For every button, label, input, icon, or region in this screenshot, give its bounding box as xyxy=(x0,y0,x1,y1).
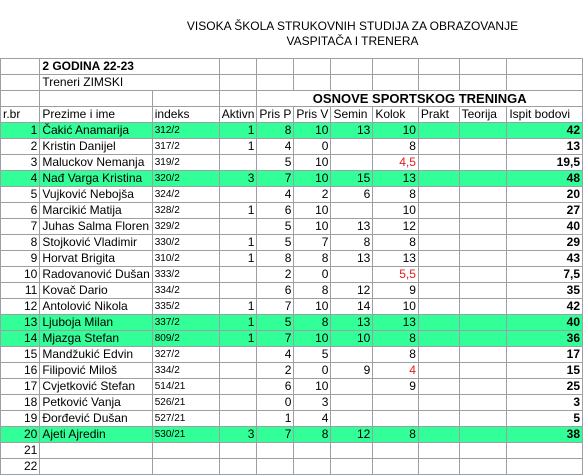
seminar-points[interactable] xyxy=(331,155,373,171)
seminar-points[interactable] xyxy=(331,139,373,155)
attendance-practice[interactable]: 5 xyxy=(294,347,331,363)
table-row xyxy=(1,331,583,347)
school-name-line2: VASPITAČA I TRENERA xyxy=(286,34,419,48)
row-number[interactable]: 6 xyxy=(1,203,40,219)
student-name[interactable]: Nađ Varga Kristina xyxy=(40,171,152,187)
theory-points[interactable] xyxy=(459,331,507,347)
student-name[interactable] xyxy=(40,459,152,475)
attendance-practice[interactable]: 10 xyxy=(294,171,331,187)
attendance-lecture[interactable]: 4 xyxy=(257,187,294,203)
theory-points[interactable] xyxy=(459,459,507,475)
practical-points[interactable] xyxy=(418,459,459,475)
grades-spreadsheet xyxy=(0,58,583,475)
seminar-points[interactable]: 8 xyxy=(331,235,373,251)
attendance-practice[interactable]: 10 xyxy=(294,331,331,347)
practical-points[interactable] xyxy=(418,139,459,155)
table-row xyxy=(1,411,583,427)
seminar-points[interactable]: 13 xyxy=(331,123,373,139)
year-label[interactable]: 2 GODINA 22-23 xyxy=(40,59,219,75)
attendance-lecture[interactable]: 6 xyxy=(257,203,294,219)
table-row xyxy=(1,171,583,187)
student-name[interactable]: Stojković Vladimir xyxy=(40,235,152,251)
student-name[interactable]: Maluckov Nemanja xyxy=(40,155,152,171)
row-number[interactable]: 15 xyxy=(1,347,40,363)
index-number[interactable]: 330/2 xyxy=(152,235,219,251)
row-number[interactable]: 21 xyxy=(1,443,40,459)
index-number[interactable] xyxy=(152,459,219,475)
index-number[interactable]: 328/2 xyxy=(152,203,219,219)
seminar-points[interactable] xyxy=(331,203,373,219)
student-name[interactable]: Kovač Dario xyxy=(40,283,152,299)
activity-points[interactable] xyxy=(219,219,257,235)
theory-points[interactable] xyxy=(459,283,507,299)
index-number[interactable]: 327/2 xyxy=(152,347,219,363)
activity-points[interactable] xyxy=(219,283,257,299)
colloquium-points[interactable]: 10 xyxy=(373,123,419,139)
student-name[interactable]: Kristin Danijel xyxy=(40,139,152,155)
attendance-lecture[interactable]: 4 xyxy=(257,139,294,155)
practical-points[interactable] xyxy=(418,443,459,459)
colloquium-points[interactable]: 8 xyxy=(373,139,419,155)
activity-points[interactable]: 1 xyxy=(219,299,257,315)
attendance-practice[interactable]: 10 xyxy=(294,203,331,219)
activity-points[interactable]: 1 xyxy=(219,315,257,331)
attendance-lecture[interactable]: 7 xyxy=(257,171,294,187)
attendance-lecture[interactable]: 7 xyxy=(257,299,294,315)
row-number[interactable]: 8 xyxy=(1,235,40,251)
exam-points[interactable]: 43 xyxy=(507,251,583,267)
column-header[interactable]: r.br xyxy=(1,107,40,123)
attendance-lecture[interactable]: 7 xyxy=(257,331,294,347)
practical-points[interactable] xyxy=(418,331,459,347)
attendance-practice[interactable]: 0 xyxy=(294,363,331,379)
exam-points[interactable]: 5 xyxy=(507,411,583,427)
colloquium-points[interactable] xyxy=(373,411,419,427)
table-row xyxy=(1,251,583,267)
index-number[interactable]: 809/2 xyxy=(152,331,219,347)
table-row xyxy=(1,123,583,139)
student-name[interactable]: Marcikić Matija xyxy=(40,203,152,219)
activity-points[interactable]: 1 xyxy=(219,251,257,267)
exam-points[interactable]: 40 xyxy=(507,219,583,235)
colloquium-points[interactable]: 13 xyxy=(373,251,419,267)
table-row xyxy=(1,459,583,475)
attendance-lecture[interactable]: 5 xyxy=(257,155,294,171)
activity-points[interactable] xyxy=(219,411,257,427)
school-name-line1: VISOKA ŠKOLA STRUKOVNIH STUDIJA ZA OBRAZOVANJE xyxy=(186,19,519,33)
practical-points[interactable] xyxy=(418,427,459,443)
attendance-practice[interactable]: 0 xyxy=(294,267,331,283)
theory-points[interactable] xyxy=(459,187,507,203)
activity-points[interactable] xyxy=(219,155,257,171)
index-number[interactable]: 514/21 xyxy=(152,379,219,395)
exam-points[interactable]: 27 xyxy=(507,203,583,219)
table-row xyxy=(1,379,583,395)
student-name[interactable]: Horvat Brigita xyxy=(40,251,152,267)
student-name[interactable]: Ajeti Ajredin xyxy=(40,427,152,443)
table-row xyxy=(1,427,583,443)
student-name[interactable]: Petković Vanja xyxy=(40,395,152,411)
attendance-practice[interactable] xyxy=(294,443,331,459)
colloquium-points[interactable]: 8 xyxy=(373,331,419,347)
seminar-points[interactable] xyxy=(331,443,373,459)
attendance-lecture[interactable]: 1 xyxy=(257,411,294,427)
index-number[interactable] xyxy=(152,443,219,459)
student-name[interactable] xyxy=(40,443,152,459)
row-number[interactable]: 17 xyxy=(1,379,40,395)
exam-points[interactable] xyxy=(507,443,583,459)
attendance-practice[interactable]: 10 xyxy=(294,155,331,171)
theory-points[interactable] xyxy=(459,395,507,411)
student-name[interactable]: Cvjetković Stefan xyxy=(40,379,152,395)
table-row xyxy=(1,203,583,219)
seminar-points[interactable]: 14 xyxy=(331,299,373,315)
practical-points[interactable] xyxy=(418,123,459,139)
student-name[interactable]: Radovanović Dušan xyxy=(40,267,152,283)
row-number[interactable]: 18 xyxy=(1,395,40,411)
activity-points[interactable] xyxy=(219,347,257,363)
index-number[interactable]: 324/2 xyxy=(152,187,219,203)
exam-points[interactable] xyxy=(507,459,583,475)
exam-points[interactable]: 40 xyxy=(507,315,583,331)
attendance-lecture[interactable]: 5 xyxy=(257,235,294,251)
practical-points[interactable] xyxy=(418,315,459,331)
colloquium-points[interactable]: 5,5 xyxy=(373,267,419,283)
exam-points[interactable]: 25 xyxy=(507,379,583,395)
column-header[interactable]: Semin xyxy=(331,107,373,123)
seminar-points[interactable] xyxy=(331,395,373,411)
row-number[interactable]: 19 xyxy=(1,411,40,427)
table-row xyxy=(1,443,583,459)
theory-points[interactable] xyxy=(459,347,507,363)
index-number[interactable]: 333/2 xyxy=(152,267,219,283)
table-row xyxy=(1,315,583,331)
theory-points[interactable] xyxy=(459,123,507,139)
exam-points[interactable]: 19,5 xyxy=(507,155,583,171)
attendance-practice[interactable]: 8 xyxy=(294,251,331,267)
student-name[interactable]: Đorđević Dušan xyxy=(40,411,152,427)
activity-points[interactable] xyxy=(219,267,257,283)
attendance-practice[interactable]: 10 xyxy=(294,299,331,315)
table-row xyxy=(1,363,583,379)
attendance-practice[interactable]: 10 xyxy=(294,123,331,139)
index-number[interactable]: 334/2 xyxy=(152,283,219,299)
student-name[interactable]: Ljuboja Milan xyxy=(40,315,152,331)
activity-points[interactable] xyxy=(219,395,257,411)
exam-points[interactable]: 17 xyxy=(507,347,583,363)
attendance-practice[interactable]: 10 xyxy=(294,379,331,395)
activity-points[interactable] xyxy=(219,363,257,379)
student-name[interactable]: Vujković Nebojša xyxy=(40,187,152,203)
seminar-points[interactable] xyxy=(331,459,373,475)
attendance-practice[interactable]: 10 xyxy=(294,219,331,235)
theory-points[interactable] xyxy=(459,139,507,155)
exam-points[interactable]: 42 xyxy=(507,123,583,139)
row-number[interactable]: 5 xyxy=(1,187,40,203)
row-number[interactable]: 4 xyxy=(1,171,40,187)
activity-points[interactable]: 1 xyxy=(219,203,257,219)
practical-points[interactable] xyxy=(418,155,459,171)
seminar-points[interactable] xyxy=(331,347,373,363)
theory-points[interactable] xyxy=(459,443,507,459)
practical-points[interactable] xyxy=(418,395,459,411)
practical-points[interactable] xyxy=(418,347,459,363)
row-number[interactable]: 12 xyxy=(1,299,40,315)
seminar-points[interactable]: 15 xyxy=(331,171,373,187)
table-row xyxy=(1,155,583,171)
index-number[interactable]: 335/2 xyxy=(152,299,219,315)
practical-points[interactable] xyxy=(418,187,459,203)
column-header[interactable]: Ispit bodovi xyxy=(507,107,583,123)
seminar-points[interactable]: 6 xyxy=(331,187,373,203)
index-number[interactable]: 337/2 xyxy=(152,315,219,331)
attendance-lecture[interactable] xyxy=(257,443,294,459)
colloquium-points[interactable] xyxy=(373,395,419,411)
colloquium-points[interactable]: 10 xyxy=(373,299,419,315)
seminar-points[interactable]: 13 xyxy=(331,315,373,331)
student-name[interactable]: Filipović Miloš xyxy=(40,363,152,379)
row-number[interactable]: 9 xyxy=(1,251,40,267)
index-number[interactable]: 527/21 xyxy=(152,411,219,427)
seminar-points[interactable]: 13 xyxy=(331,219,373,235)
practical-points[interactable] xyxy=(418,203,459,219)
colloquium-points[interactable] xyxy=(373,443,419,459)
index-number[interactable]: 334/2 xyxy=(152,363,219,379)
attendance-practice[interactable]: 0 xyxy=(294,139,331,155)
attendance-lecture[interactable]: 2 xyxy=(257,267,294,283)
exam-points[interactable]: 15 xyxy=(507,363,583,379)
practical-points[interactable] xyxy=(418,171,459,187)
activity-points[interactable]: 1 xyxy=(219,123,257,139)
theory-points[interactable] xyxy=(459,427,507,443)
theory-points[interactable] xyxy=(459,251,507,267)
table-row xyxy=(1,283,583,299)
colloquium-points[interactable]: 13 xyxy=(373,315,419,331)
attendance-practice[interactable] xyxy=(294,459,331,475)
attendance-lecture[interactable]: 8 xyxy=(257,123,294,139)
column-header[interactable]: indeks xyxy=(152,107,219,123)
attendance-practice[interactable]: 8 xyxy=(294,427,331,443)
colloquium-points[interactable]: 4 xyxy=(373,363,419,379)
column-header[interactable]: Prezime i ime xyxy=(40,107,152,123)
exam-points[interactable]: 29 xyxy=(507,235,583,251)
attendance-lecture[interactable]: 5 xyxy=(257,315,294,331)
exam-points[interactable]: 36 xyxy=(507,331,583,347)
activity-points[interactable]: 3 xyxy=(219,171,257,187)
practical-points[interactable] xyxy=(418,267,459,283)
exam-points[interactable]: 48 xyxy=(507,171,583,187)
practical-points[interactable] xyxy=(418,379,459,395)
row-number[interactable]: 14 xyxy=(1,331,40,347)
attendance-practice[interactable]: 2 xyxy=(294,187,331,203)
index-number[interactable]: 530/21 xyxy=(152,427,219,443)
index-number[interactable]: 319/2 xyxy=(152,155,219,171)
index-number[interactable]: 329/2 xyxy=(152,219,219,235)
attendance-lecture[interactable]: 8 xyxy=(257,251,294,267)
row-number[interactable]: 2 xyxy=(1,139,40,155)
practical-points[interactable] xyxy=(418,219,459,235)
attendance-practice[interactable]: 4 xyxy=(294,411,331,427)
colloquium-points[interactable]: 8 xyxy=(373,347,419,363)
attendance-practice[interactable]: 3 xyxy=(294,395,331,411)
row-number[interactable]: 10 xyxy=(1,267,40,283)
colloquium-points[interactable]: 8 xyxy=(373,235,419,251)
practical-points[interactable] xyxy=(418,251,459,267)
table-row xyxy=(1,139,583,155)
row-number[interactable]: 13 xyxy=(1,315,40,331)
attendance-lecture[interactable]: 6 xyxy=(257,283,294,299)
activity-points[interactable]: 1 xyxy=(219,331,257,347)
table-row xyxy=(1,299,583,315)
course-title[interactable]: OSNOVE SPORTSKOG TRENINGA xyxy=(257,91,583,107)
colloquium-points[interactable]: 8 xyxy=(373,187,419,203)
attendance-lecture[interactable]: 4 xyxy=(257,347,294,363)
table-row xyxy=(1,395,583,411)
theory-points[interactable] xyxy=(459,363,507,379)
index-number[interactable]: 310/2 xyxy=(152,251,219,267)
attendance-lecture[interactable] xyxy=(257,459,294,475)
seminar-points[interactable] xyxy=(331,411,373,427)
colloquium-points[interactable]: 13 xyxy=(373,171,419,187)
attendance-practice[interactable]: 7 xyxy=(294,235,331,251)
exam-points[interactable]: 20 xyxy=(507,187,583,203)
colloquium-points[interactable]: 10 xyxy=(373,203,419,219)
attendance-lecture[interactable]: 6 xyxy=(257,379,294,395)
row-number[interactable]: 20 xyxy=(1,427,40,443)
activity-points[interactable]: 1 xyxy=(219,139,257,155)
table-row xyxy=(1,219,583,235)
index-number[interactable]: 317/2 xyxy=(152,139,219,155)
theory-points[interactable] xyxy=(459,315,507,331)
colloquium-points[interactable]: 8 xyxy=(373,427,419,443)
exam-points[interactable]: 38 xyxy=(507,427,583,443)
practical-points[interactable] xyxy=(418,283,459,299)
activity-points[interactable]: 3 xyxy=(219,427,257,443)
activity-points[interactable] xyxy=(219,379,257,395)
column-header[interactable]: Aktivn xyxy=(219,107,257,123)
exam-points[interactable]: 3 xyxy=(507,395,583,411)
activity-points[interactable] xyxy=(219,443,257,459)
student-name[interactable]: Antolović Nikola xyxy=(40,299,152,315)
theory-points[interactable] xyxy=(459,411,507,427)
theory-points[interactable] xyxy=(459,235,507,251)
colloquium-points[interactable]: 9 xyxy=(373,379,419,395)
table-row xyxy=(1,235,583,251)
theory-points[interactable] xyxy=(459,203,507,219)
attendance-lecture[interactable]: 2 xyxy=(257,363,294,379)
row-number[interactable]: 11 xyxy=(1,283,40,299)
seminar-points[interactable]: 13 xyxy=(331,251,373,267)
theory-points[interactable] xyxy=(459,155,507,171)
row-number[interactable]: 7 xyxy=(1,219,40,235)
attendance-practice[interactable]: 8 xyxy=(294,315,331,331)
seminar-points[interactable] xyxy=(331,379,373,395)
table-row xyxy=(1,187,583,203)
column-header[interactable]: Pris P xyxy=(257,107,294,123)
colloquium-points[interactable] xyxy=(373,459,419,475)
student-name[interactable]: Juhas Salma Floren xyxy=(40,219,152,235)
column-header-row xyxy=(1,107,583,123)
index-number[interactable]: 526/21 xyxy=(152,395,219,411)
activity-points[interactable] xyxy=(219,187,257,203)
index-number[interactable]: 312/2 xyxy=(152,123,219,139)
seminar-points[interactable]: 9 xyxy=(331,363,373,379)
student-name[interactable]: Čakić Anamarija xyxy=(40,123,152,139)
column-header[interactable]: Prakt xyxy=(418,107,459,123)
cell[interactable] xyxy=(1,59,40,75)
practical-points[interactable] xyxy=(418,363,459,379)
attendance-practice[interactable]: 8 xyxy=(294,283,331,299)
seminar-points[interactable] xyxy=(331,267,373,283)
activity-points[interactable]: 1 xyxy=(219,235,257,251)
colloquium-points[interactable]: 9 xyxy=(373,283,419,299)
exam-points[interactable]: 7,5 xyxy=(507,267,583,283)
theory-points[interactable] xyxy=(459,379,507,395)
exam-points[interactable]: 13 xyxy=(507,139,583,155)
row-number[interactable]: 1 xyxy=(1,123,40,139)
table-row xyxy=(1,347,583,363)
table-row xyxy=(1,267,583,283)
row-number[interactable]: 22 xyxy=(1,459,40,475)
attendance-lecture[interactable]: 5 xyxy=(257,219,294,235)
theory-points[interactable] xyxy=(459,267,507,283)
student-name[interactable]: Mjazga Stefan xyxy=(40,331,152,347)
group-label[interactable]: Treneri ZIMSKI xyxy=(40,75,219,91)
colloquium-points[interactable]: 12 xyxy=(373,219,419,235)
row-number[interactable]: 16 xyxy=(1,363,40,379)
activity-points[interactable] xyxy=(219,459,257,475)
attendance-lecture[interactable]: 7 xyxy=(257,427,294,443)
seminar-points[interactable]: 10 xyxy=(331,331,373,347)
theory-points[interactable] xyxy=(459,299,507,315)
attendance-lecture[interactable]: 0 xyxy=(257,395,294,411)
practical-points[interactable] xyxy=(418,411,459,427)
column-header[interactable]: Pris V xyxy=(294,107,331,123)
student-name[interactable]: Mandžukić Edvin xyxy=(40,347,152,363)
column-header[interactable]: Teorija xyxy=(459,107,507,123)
exam-points[interactable]: 35 xyxy=(507,283,583,299)
column-header[interactable]: Kolok xyxy=(373,107,419,123)
index-number[interactable]: 320/2 xyxy=(152,171,219,187)
seminar-points[interactable]: 12 xyxy=(331,427,373,443)
theory-points[interactable] xyxy=(459,219,507,235)
practical-points[interactable] xyxy=(418,299,459,315)
theory-points[interactable] xyxy=(459,171,507,187)
row-number[interactable]: 3 xyxy=(1,155,40,171)
exam-points[interactable]: 42 xyxy=(507,299,583,315)
seminar-points[interactable]: 12 xyxy=(331,283,373,299)
practical-points[interactable] xyxy=(418,235,459,251)
colloquium-points[interactable]: 4,5 xyxy=(373,155,419,171)
